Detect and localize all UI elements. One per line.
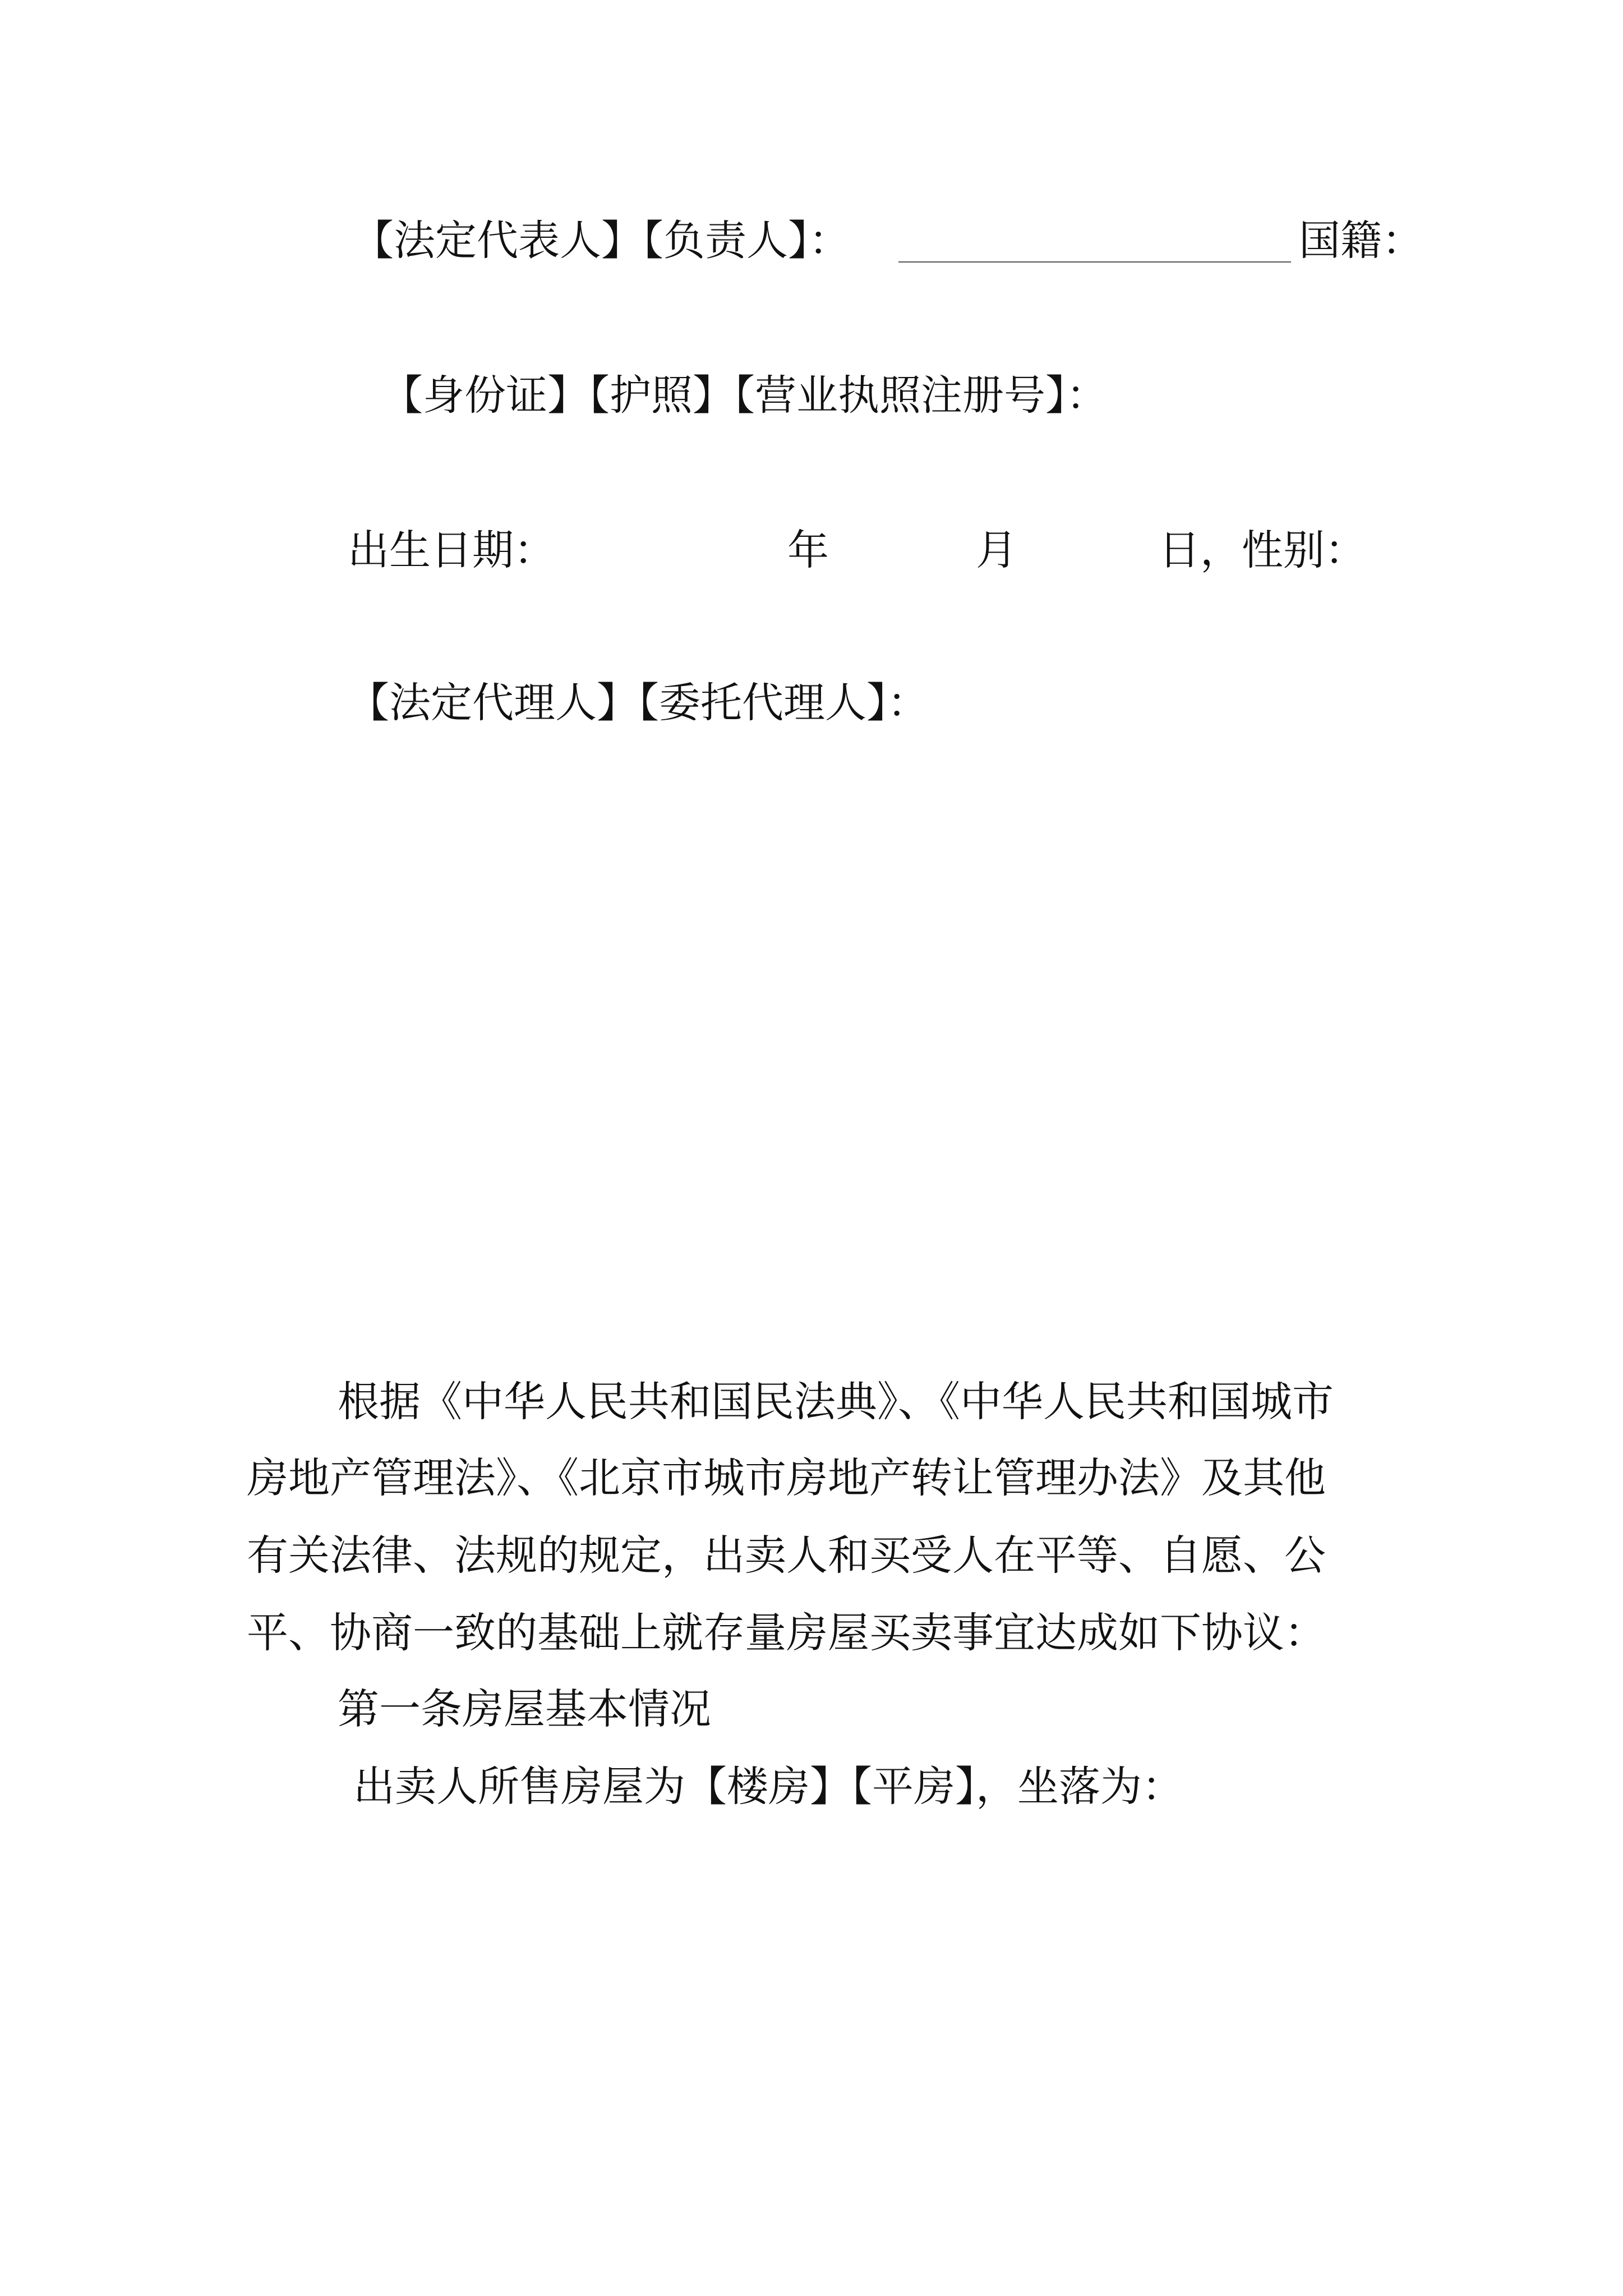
id-label: 【身份证】【护照】【营业执照注册号】： <box>381 371 1108 420</box>
nat-label: 国籍： <box>1299 217 1423 265</box>
agent-label: 【法定代理人】【委托代理人】： <box>348 679 929 727</box>
day-label: 日，性别： <box>1159 526 1366 574</box>
year-label: 年 <box>787 526 829 574</box>
birth-label: 出生日期： <box>348 526 555 574</box>
rep-label: 【法定代表人】【负责人】： <box>352 217 850 265</box>
rep-blank[interactable] <box>898 261 1291 263</box>
month-label: 月 <box>976 526 1017 574</box>
para-4: 平、协商一致的基础上就存量房屋买卖事宜达成如下协议： <box>247 1609 1326 1657</box>
para-1: 根据《中华人民共和国民法典》、《中华人民共和国城市 <box>338 1378 1334 1426</box>
para-3: 有关法律、法规的规定，出卖人和买受人在平等、自愿、公 <box>247 1531 1326 1580</box>
para-2: 房地产管理法》、《北京市城市房地产转让管理办法》及其他 <box>247 1454 1326 1502</box>
article-1: 第一条房屋基本情况 <box>338 1685 711 1733</box>
sale-sentence: 出卖人所售房屋为【楼房】【平房】，坐落为： <box>353 1763 1183 1811</box>
